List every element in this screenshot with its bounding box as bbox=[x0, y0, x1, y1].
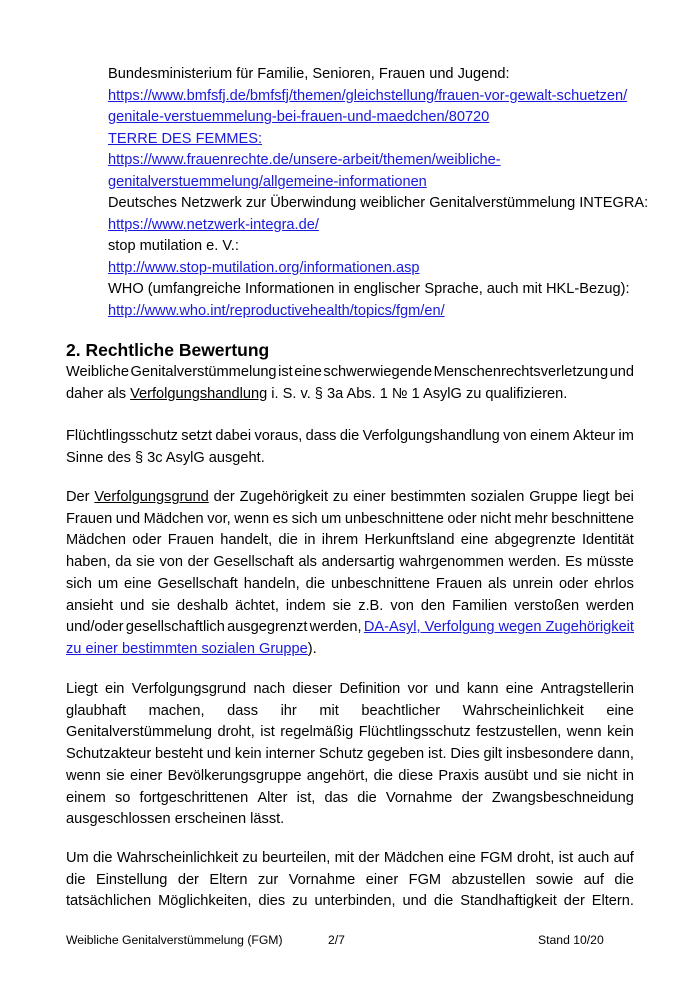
word: die bbox=[66, 871, 86, 888]
word: Wahrscheinlichkeit bbox=[116, 850, 238, 866]
word: setzt bbox=[181, 428, 213, 444]
word: Frauen bbox=[66, 510, 113, 527]
word: der bbox=[358, 850, 380, 866]
justified-line bbox=[66, 487, 634, 509]
word: tatsächlichen bbox=[66, 893, 152, 910]
word: gesellschaftlich bbox=[125, 619, 225, 636]
word: um bbox=[321, 510, 342, 527]
word: kein bbox=[234, 746, 262, 763]
word: dann, bbox=[597, 746, 634, 763]
word: dieser bbox=[292, 681, 333, 697]
justified-line bbox=[66, 596, 634, 618]
word: eine bbox=[460, 532, 489, 549]
word: Einstellung bbox=[95, 871, 168, 888]
word: Eltern. bbox=[591, 893, 634, 910]
word: Praxis bbox=[438, 767, 479, 784]
resource-link[interactable]: https://www.bmfsfj.de/bmfsfj/themen/gleichstellung/frauen-vor-gewalt-schuetzen/ bbox=[108, 87, 628, 104]
word: einem bbox=[529, 428, 570, 444]
word: von bbox=[159, 554, 183, 571]
resource-title: Deutsches Netzwerk zur Überwindung weiblicher Genitalverstümmelung INTEGRA: bbox=[108, 195, 649, 211]
word: Dies bbox=[450, 746, 480, 763]
text-line bbox=[66, 639, 634, 661]
word: einer bbox=[353, 489, 386, 505]
justified-line bbox=[66, 766, 634, 788]
word: müsste bbox=[586, 554, 634, 571]
word: Zugehörigkeit bbox=[239, 489, 329, 505]
word: die bbox=[433, 893, 454, 910]
word: nicht bbox=[480, 510, 511, 527]
word: den bbox=[420, 597, 446, 614]
word: die bbox=[614, 871, 634, 888]
word: ein bbox=[104, 681, 125, 697]
resource-link[interactable]: https://www.frauenrechte.de/unsere-arbeit/themen/weibliche- bbox=[108, 152, 501, 168]
word: fortgeschrittenen bbox=[139, 789, 249, 806]
word: bei bbox=[614, 489, 634, 505]
word: handeln, bbox=[243, 575, 300, 592]
word: z.B. bbox=[358, 597, 384, 614]
word: Möglichkeiten, bbox=[158, 893, 252, 910]
word: Genitalverstümmelung bbox=[130, 364, 277, 380]
word: Liegt bbox=[66, 681, 98, 697]
justified-line bbox=[66, 530, 634, 552]
word: von bbox=[503, 428, 527, 444]
word: Wahrscheinlichkeit bbox=[462, 702, 584, 719]
word: ausgegrenzt bbox=[227, 619, 308, 636]
word: dabei bbox=[215, 428, 252, 444]
word: abgegrenzte bbox=[494, 532, 576, 549]
word: kann bbox=[466, 681, 499, 697]
word: sie bbox=[332, 597, 352, 614]
underlined-term: Verfolgungsgrund bbox=[94, 489, 209, 505]
word: ist bbox=[278, 364, 293, 380]
word: Antragstellerin bbox=[540, 681, 634, 697]
resource-link[interactable]: genitale-verstuemmelung-bei-frauen-und-maedchen/80720 bbox=[108, 109, 490, 125]
page-number: 2/7 bbox=[328, 933, 345, 947]
word: vor bbox=[407, 681, 428, 697]
word: ehrlos bbox=[594, 575, 634, 592]
word: und bbox=[120, 597, 145, 614]
word: indem bbox=[285, 597, 326, 614]
word: dies bbox=[258, 893, 286, 910]
word: unrein bbox=[512, 575, 554, 592]
word: insbesondere bbox=[505, 746, 594, 763]
word: wenn bbox=[566, 724, 602, 741]
word: interner bbox=[265, 746, 315, 763]
justified-line bbox=[66, 362, 634, 384]
word: sie bbox=[106, 767, 125, 784]
resource-title: stop mutilation e. V.: bbox=[108, 238, 239, 254]
word: Frauen bbox=[435, 575, 483, 592]
justified-line bbox=[66, 891, 634, 913]
underlined-term: Verfolgungshandlung bbox=[130, 385, 268, 402]
word: der bbox=[187, 554, 209, 571]
word: machen, bbox=[148, 702, 205, 719]
word: Mädchen bbox=[383, 850, 444, 866]
resource-link[interactable]: https://www.netzwerk-integra.de/ bbox=[108, 216, 319, 233]
word: die bbox=[305, 575, 326, 592]
word: Der bbox=[66, 489, 90, 505]
word: und bbox=[533, 767, 558, 784]
word: FGM bbox=[408, 871, 442, 888]
paragraph-1 bbox=[66, 362, 634, 405]
resource-title: WHO (umfangreiche Informationen in englischer Sprache, auch mit HKL-Bezug): bbox=[108, 281, 630, 297]
resource-list bbox=[84, 64, 664, 322]
word: verstoßen bbox=[514, 597, 580, 614]
footer-status: Stand 10/20 bbox=[538, 933, 604, 947]
justified-line bbox=[66, 701, 634, 723]
word: um bbox=[97, 575, 119, 592]
word: sie bbox=[151, 597, 171, 614]
word: Schutzakteur bbox=[66, 746, 152, 763]
word: werden, bbox=[309, 619, 362, 636]
word: glaubhaft bbox=[66, 702, 127, 719]
word: wenn bbox=[234, 510, 270, 527]
word: Vornahme bbox=[288, 871, 356, 888]
word: nach bbox=[253, 681, 286, 697]
resource-title-link[interactable]: TERRE DES FEMMES: bbox=[108, 130, 263, 147]
justified-line bbox=[66, 848, 634, 870]
resource-link[interactable]: genitalverstuemmelung/allgemeine-informationen bbox=[108, 173, 427, 190]
justified-line bbox=[66, 426, 634, 448]
word: so bbox=[114, 789, 131, 806]
word: eine bbox=[294, 364, 322, 380]
text-fragment: daher als bbox=[66, 385, 131, 402]
word: in bbox=[622, 767, 634, 784]
word: als bbox=[488, 575, 507, 592]
word: mehr bbox=[514, 510, 548, 527]
word: Herkunftsland bbox=[364, 532, 455, 549]
word: gegeben bbox=[367, 746, 425, 763]
word: abzustellen bbox=[451, 871, 526, 888]
word: ist bbox=[260, 724, 275, 741]
word: der bbox=[563, 893, 585, 910]
word: wenn bbox=[66, 767, 101, 784]
word: im bbox=[618, 428, 634, 444]
word: sich bbox=[291, 510, 318, 527]
word: werden. bbox=[508, 554, 561, 571]
word: es bbox=[272, 510, 289, 527]
word: ist bbox=[558, 850, 574, 866]
word: bestimmten bbox=[390, 489, 466, 505]
text-line: Sinne des § 3c AsylG ausgeht. bbox=[66, 449, 265, 466]
word: und bbox=[115, 510, 141, 527]
word: die bbox=[357, 789, 377, 806]
word: wahrgenommen bbox=[399, 554, 504, 571]
word: Eltern bbox=[209, 871, 248, 888]
word: Bevölkerungsgruppe bbox=[167, 767, 302, 784]
word: voraus, bbox=[254, 428, 303, 444]
list-item bbox=[84, 236, 664, 279]
word: angehört, bbox=[306, 767, 369, 784]
word: eine bbox=[124, 575, 152, 592]
word: oder bbox=[132, 532, 162, 549]
da-asyl-link[interactable]: zu einer bestimmten sozialen Gruppe bbox=[66, 640, 308, 657]
word: regelmäßig bbox=[280, 724, 354, 741]
resource-link[interactable]: http://www.who.int/reproductivehealth/topics/fgm/en/ bbox=[108, 302, 445, 319]
word: FGM bbox=[480, 850, 513, 866]
word: unterbinden, bbox=[314, 893, 396, 910]
word: Menschenrechtsverletzung bbox=[433, 364, 609, 380]
paragraph-3 bbox=[66, 487, 634, 661]
paragraph-4 bbox=[66, 679, 634, 831]
word: und bbox=[402, 893, 427, 910]
word: eine bbox=[505, 681, 534, 697]
list-item bbox=[84, 279, 664, 322]
list-item bbox=[84, 129, 664, 194]
word: zu bbox=[242, 850, 258, 866]
justified-line bbox=[66, 617, 634, 639]
word: schwerwiegende bbox=[323, 364, 433, 380]
text-fragment: ). bbox=[307, 640, 317, 657]
word: Frauen bbox=[167, 532, 214, 549]
word: unbeschnittene bbox=[330, 575, 430, 592]
justified-line bbox=[66, 744, 634, 766]
word: ausübt bbox=[484, 767, 528, 784]
word: der bbox=[213, 489, 235, 505]
word: die bbox=[339, 428, 360, 444]
word: sowie bbox=[535, 871, 574, 888]
word: dass bbox=[305, 428, 337, 444]
text-fragment: i. S. v. § 3a Abs. 1 № 1 AsylG zu qualifizieren. bbox=[267, 385, 568, 402]
footer-document-title: Weibliche Genitalverstümmelung (FGM) bbox=[66, 933, 283, 947]
word: gilt bbox=[483, 746, 503, 763]
word: sie bbox=[136, 554, 155, 571]
word: ist, bbox=[296, 789, 316, 806]
word: und bbox=[206, 746, 232, 763]
word: beschnittene bbox=[551, 510, 634, 527]
word: Es bbox=[565, 554, 583, 571]
word: sich bbox=[66, 575, 92, 592]
word: zu bbox=[292, 893, 308, 910]
word: auf bbox=[613, 850, 634, 866]
word: andersartig bbox=[321, 554, 395, 571]
justified-line bbox=[66, 870, 634, 892]
word: besteht bbox=[155, 746, 203, 763]
word: Verfolgungsgrund bbox=[131, 681, 247, 697]
resource-link[interactable]: http://www.stop-mutilation.org/informationen.asp bbox=[108, 259, 420, 276]
word: die bbox=[373, 767, 394, 784]
word: liegt bbox=[582, 489, 610, 505]
word: der bbox=[461, 789, 483, 806]
word: Gruppe bbox=[529, 489, 578, 505]
word: von bbox=[390, 597, 414, 614]
paragraph-2 bbox=[66, 426, 634, 469]
word: Flüchtlingsschutz bbox=[358, 724, 471, 741]
word: sozialen bbox=[470, 489, 525, 505]
word: und/oder bbox=[66, 619, 124, 636]
word: Gesellschaft bbox=[157, 575, 238, 592]
resource-title: Bundesministerium für Familie, Senioren, Frauen und Jugend: bbox=[108, 66, 510, 82]
word: werden bbox=[586, 597, 634, 614]
word: dass bbox=[227, 702, 258, 719]
word: ächtet, bbox=[235, 597, 279, 614]
word: diese bbox=[398, 767, 434, 784]
word: eine bbox=[448, 850, 476, 866]
word: Um bbox=[66, 850, 89, 866]
word: die bbox=[93, 850, 113, 866]
text-line: ausgeschlossen erscheinen lässt. bbox=[66, 811, 285, 828]
word: ansieht bbox=[66, 597, 114, 614]
word: das bbox=[324, 789, 349, 806]
section-heading: 2. Rechtliche Bewertung bbox=[66, 340, 270, 360]
word: zur bbox=[257, 871, 279, 888]
word: einem bbox=[66, 789, 106, 806]
word: in bbox=[304, 532, 316, 549]
justified-line bbox=[66, 552, 634, 574]
paragraph-5 bbox=[66, 848, 634, 913]
justified-line bbox=[66, 509, 634, 531]
word: Mädchen bbox=[143, 510, 204, 527]
word: mit bbox=[319, 702, 339, 719]
word: Vornahme bbox=[385, 789, 453, 806]
justified-line bbox=[66, 574, 634, 596]
word: haben, bbox=[66, 554, 111, 571]
word: da bbox=[115, 554, 132, 571]
word: nicht bbox=[586, 767, 618, 784]
word: Verfolgungshandlung bbox=[362, 428, 500, 444]
text-line bbox=[66, 384, 634, 406]
word: kein bbox=[607, 724, 634, 741]
word: Schutz bbox=[318, 746, 364, 763]
word: Mädchen bbox=[66, 532, 127, 549]
word: auf bbox=[583, 871, 604, 888]
word: ihr bbox=[280, 702, 297, 719]
word: eine bbox=[606, 702, 634, 719]
list-item bbox=[84, 64, 664, 129]
list-item bbox=[84, 193, 664, 236]
word: handelt, bbox=[220, 532, 273, 549]
word: Standhaftigkeit bbox=[460, 893, 557, 910]
word: Genitalverstümmelung bbox=[66, 724, 213, 741]
word: zu bbox=[332, 489, 349, 505]
word: Akteur bbox=[573, 428, 616, 444]
word: droht, bbox=[217, 724, 255, 741]
word: Familien bbox=[452, 597, 508, 614]
word: vor, bbox=[207, 510, 231, 527]
word: Zwangsbeschneidung bbox=[491, 789, 634, 806]
word: und bbox=[609, 364, 634, 380]
justified-line bbox=[66, 788, 634, 810]
word: der bbox=[177, 871, 199, 888]
justified-line bbox=[66, 679, 634, 701]
word: droht, bbox=[516, 850, 555, 866]
word: Identität bbox=[581, 532, 634, 549]
justified-line bbox=[66, 722, 634, 744]
word: einer bbox=[129, 767, 163, 784]
word: ist. bbox=[427, 746, 447, 763]
word: sie bbox=[562, 767, 582, 784]
word: deshalb bbox=[176, 597, 229, 614]
word: ihrem bbox=[321, 532, 359, 549]
word: beachtlicher bbox=[361, 702, 441, 719]
word: oder bbox=[559, 575, 589, 592]
word: auch bbox=[577, 850, 610, 866]
word: oder bbox=[447, 510, 477, 527]
word: Definition bbox=[339, 681, 401, 697]
word: Alter bbox=[257, 789, 288, 806]
word: Gesellschaft bbox=[213, 554, 294, 571]
word: Flüchtlingsschutz bbox=[66, 428, 178, 444]
word: und bbox=[435, 681, 460, 697]
word: mit bbox=[334, 850, 355, 866]
word: Weibliche bbox=[66, 364, 129, 380]
word: als bbox=[298, 554, 317, 571]
word: festzustellen, bbox=[476, 724, 562, 741]
word: beurteilen, bbox=[262, 850, 331, 866]
da-asyl-link[interactable]: DA-Asyl, Verfolgung wegen Zugehörigkeit bbox=[363, 619, 634, 636]
word: einer bbox=[365, 871, 399, 888]
word: die bbox=[278, 532, 298, 549]
word: unbeschnittene bbox=[344, 510, 444, 527]
